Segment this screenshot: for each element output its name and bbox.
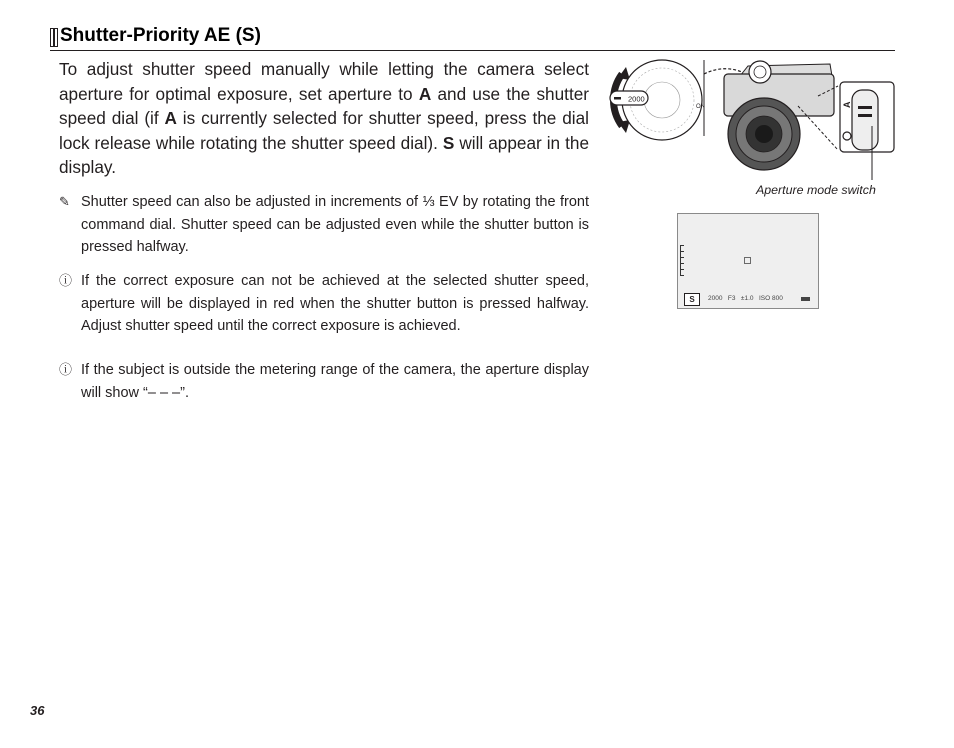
caution-text-exposure: If the correct exposure can not be achieved at the selected shutter speed, aperture will be displayed in red when the shutter button is pressed halfway. Adjust shutter speed until the correct exposure is achieved. (81, 273, 589, 335)
caution-note-metering (59, 359, 589, 404)
tip-icon: ✎ (59, 194, 70, 209)
caution-icon: ⓘ (59, 362, 73, 377)
focus-frame (744, 257, 751, 264)
camera-body-icon (696, 61, 838, 170)
dial-value-label: 2000 (628, 94, 645, 104)
switch-a-label: A (842, 101, 852, 108)
mode-badge: S (684, 293, 700, 306)
shutter-speed-value: 2000 (708, 295, 723, 302)
aperture-switch-icon (840, 82, 894, 180)
intro-text-4: will appear in the display. (59, 132, 590, 178)
caution-note-exposure (59, 270, 589, 338)
aperture-switch-caption: Aperture mode switch (756, 183, 876, 197)
tip-text: Shutter speed can also be adjusted in increments of ⅓ EV by rotating the front command dial. Shutter speed can be adjusted even while the shutter button is pressed halfway. (81, 194, 589, 256)
intro-text-1: To adjust shutter speed manually while letting the camera select aperture for optimal exposure, set aperture to (59, 59, 589, 104)
exposure-value: 1.0 (744, 295, 754, 302)
iso-value: 800 (771, 295, 783, 302)
lcd-info-line: 2000 F3 ±1.0 ISO 800 (708, 295, 783, 302)
aperture-value: 3 (731, 295, 736, 302)
shutter-priority-symbol: S (442, 132, 455, 153)
caution-icon: ⓘ (59, 273, 73, 288)
section-header (50, 26, 895, 51)
aperture-auto-symbol: A (418, 83, 432, 104)
shutter-speed-dial-icon (606, 60, 708, 140)
intro-text-3: is currently selected for shutter speed, press the dial lock release while rotating the shutter speed dial). (59, 108, 589, 153)
iso-label: ISO (758, 295, 771, 302)
camera-illustration (600, 56, 896, 180)
intro-text-2: and use the shutter speed dial (if (59, 83, 589, 129)
battery-icon (801, 297, 810, 301)
intro-paragraph (59, 57, 589, 180)
exposure-scale (680, 245, 685, 276)
power-on-label: ON (696, 104, 705, 110)
tip-note (59, 191, 589, 259)
page-number: 36 (30, 703, 45, 718)
lcd-display (677, 213, 819, 309)
caution-text-metering: If the subject is outside the metering range of the camera, the aperture display will show “– – –”. (81, 362, 589, 401)
section-title: Shutter-Priority AE (S) (60, 25, 261, 46)
shutter-auto-symbol: A (164, 108, 177, 129)
heading-marker-icon (50, 28, 58, 47)
